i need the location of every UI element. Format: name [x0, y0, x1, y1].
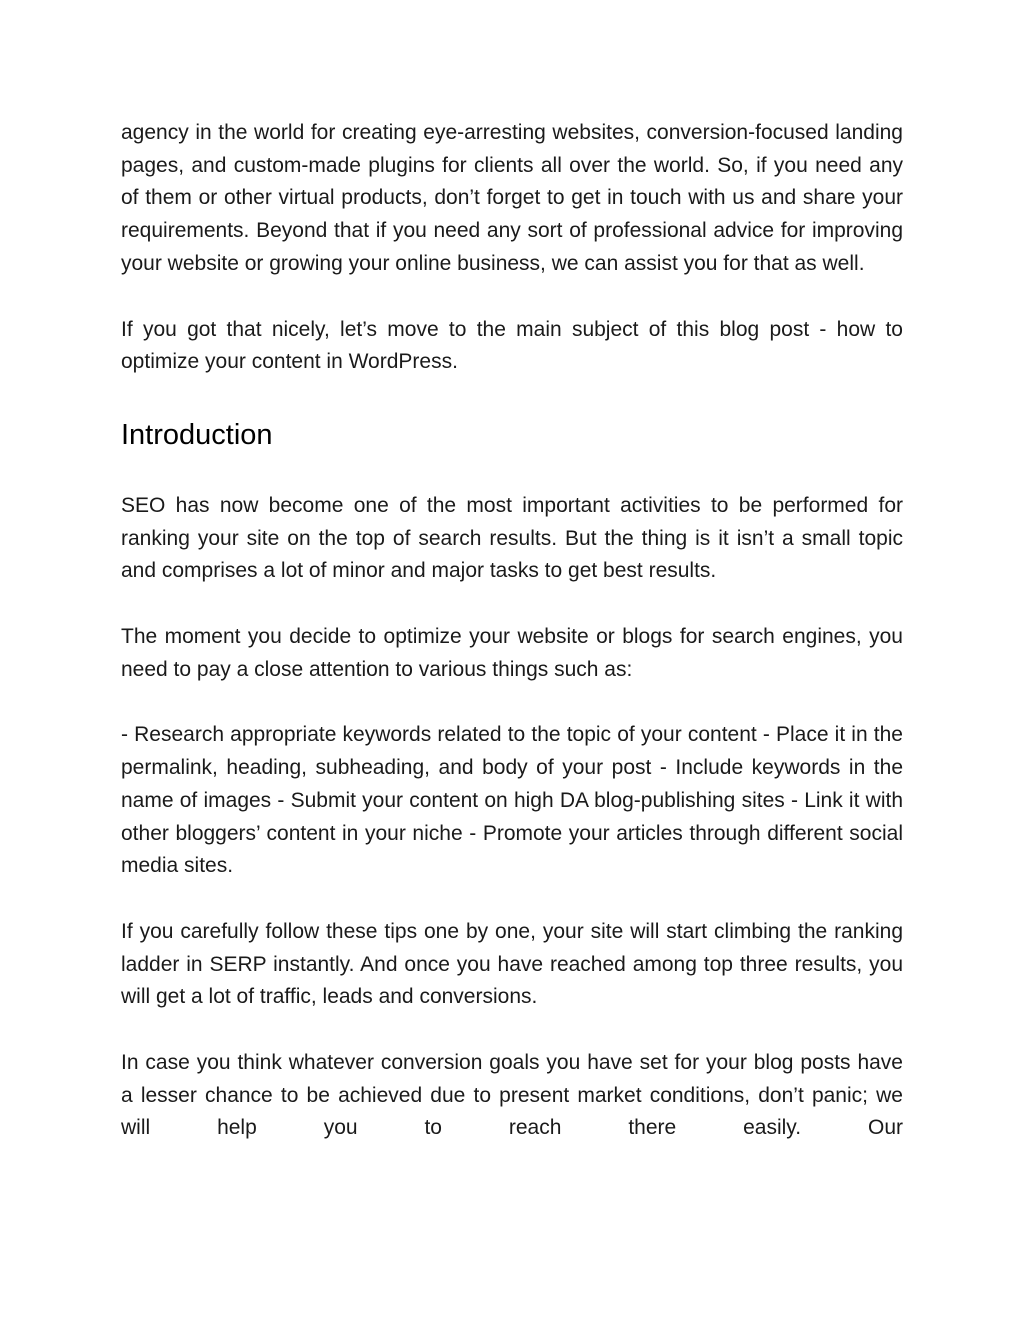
paragraph-main-subject: If you got that nicely, let’s move to the main subject of this blog post - how to optimize your content in WordPress. — [121, 317, 903, 374]
heading-spacer — [121, 455, 903, 490]
document-page — [121, 117, 903, 1145]
heading-spacer — [121, 379, 903, 414]
paragraph-spacer — [121, 588, 903, 621]
paragraph-conversion-goals: In case you think whatever conversion goals you have set for your blog posts have a lesser chance to be achieved due to present market conditions, don’t panic; we will help you to reach there easily. Our — [121, 1051, 903, 1140]
paragraph-seo-importance: SEO has now become one of the most important activities to be performed for ranking your site on the top of search results. But the thing is it isn’t a small topic and comprises a lot of minor and major tasks to get best results. — [121, 493, 903, 583]
paragraph-agency-services: agency in the world for creating eye-arresting websites, conversion-focused landing pages, and custom-made plugins for clients all over the world. So, if you need any of them or other virtual products, don’t forget to get in touch with us and share your requirements. Beyond that if you need any sort of professional advice for improving your website or growing your online business, we can assist you for that as well. — [121, 121, 903, 275]
paragraph-optimize-things: The moment you decide to optimize your website or blogs for search engines, you need to pay a close attention to various things such as: — [121, 625, 903, 681]
paragraph-spacer — [121, 281, 903, 314]
paragraph-seo-tips-list: - Research appropriate keywords related to the topic of your content - Place it in the permalink, heading, subheading, and body of your post - Include keywords in the name of images - Submit your content on high DA blog-publishing sites - Link it with other bloggers’ content in your niche - Promote your articles through different social media sites. — [121, 723, 903, 878]
paragraph-ranking-ladder: If you carefully follow these tips one by one, your site will start climbing the ranking ladder in SERP instantly. And once you have reached among top three results, you will get a lot of traffic, leads and conversions. — [121, 919, 903, 1009]
section-heading-introduction: Introduction — [121, 418, 273, 451]
paragraph-spacer — [121, 686, 903, 719]
paragraph-spacer — [121, 883, 903, 916]
paragraph-spacer — [121, 1014, 903, 1047]
